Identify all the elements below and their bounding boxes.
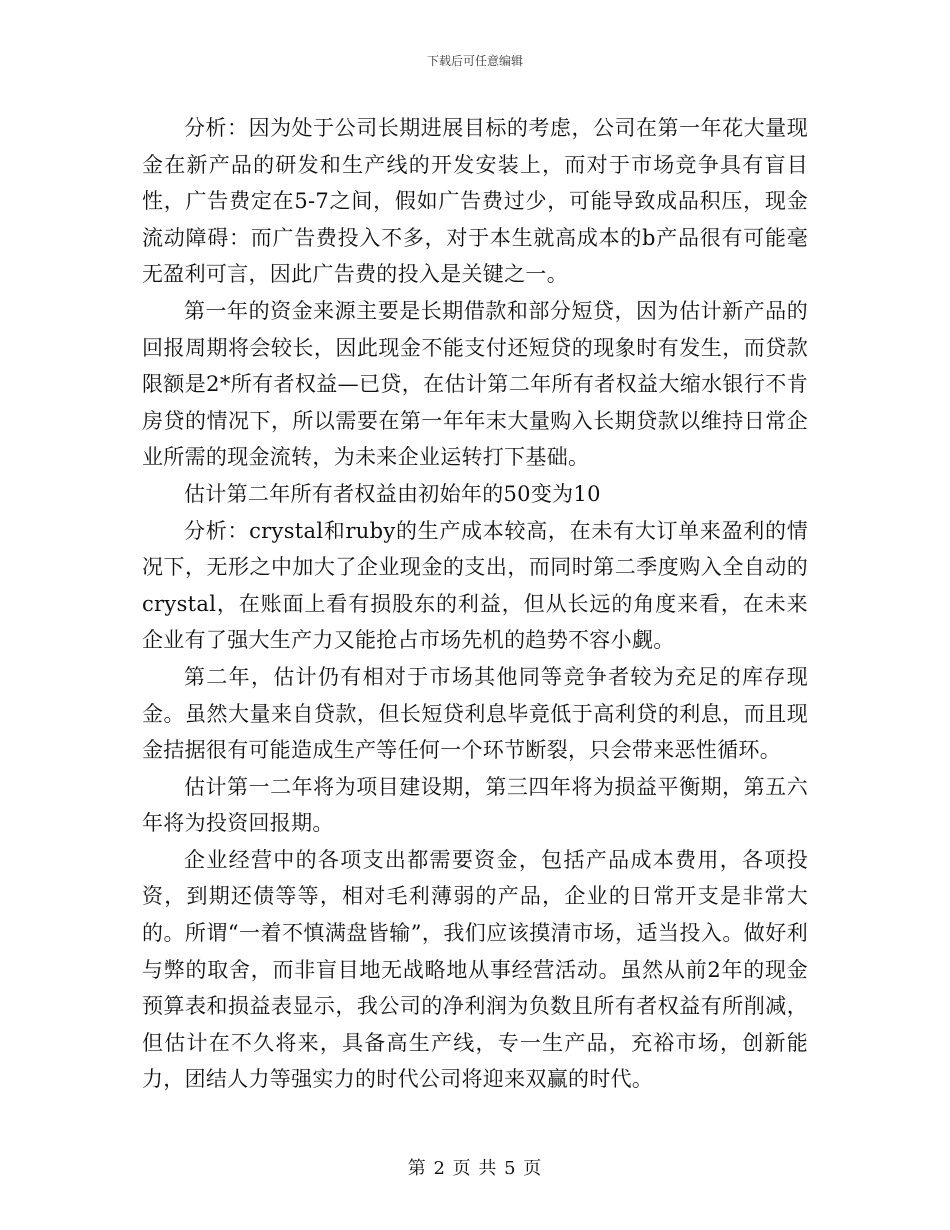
paragraph-5: 第二年，估计仍有相对于市场其他同等竞争者较为充足的库存现金。虽然大量来自贷款，但长短贷利息毕竟低于高利贷的利息，而且现金拮据很有可能造成生产等任何一个环节断裂，只会带来恶性循环。 bbox=[142, 664, 808, 763]
page-footer: 第 2 页 共 5 页 bbox=[407, 1158, 543, 1179]
paragraph-3: 估计第二年所有者权益由初始年的50变为10 bbox=[184, 481, 601, 506]
paragraph-4: 分析：crystal和ruby的生产成本较高，在未有大订单来盈利的情况下，无形之中加大了企业现金的支出，而同时第二季度购入全自动的crystal，在账面上看有损股东的利益，但从长远的角度来看，在未来企业有了强大生产力又能抢占市场先机的趋势不容小觑。 bbox=[142, 518, 808, 653]
document-body bbox=[142, 110, 808, 1098]
paragraph-1: 分析：因为处于公司长期进展目标的考虑，公司在第一年花大量现金在新产品的研发和生产线的开发安装上，而对于市场竞争具有盲目性，广告费定在5-7之间，假如广告费过少，可能导致成品积压，现金流动障碍：而广告费投入不多，对于本生就高成本的b产品很有可能毫无盈利可言，因此广告费的投入是关键之一。 bbox=[142, 116, 808, 287]
paragraph-2: 第一年的资金来源主要是长期借款和部分短贷，因为估计新产品的回报周期将会较长，因此现金不能支付还短贷的现象时有发生，而贷款限额是2*所有者权益—已贷，在估计第二年所有者权益大缩水银行不肯房贷的情况下，所以需要在第一年年末大量购入长期贷款以维持日常企业所需的现金流转，为未来企业运转打下基础。 bbox=[142, 298, 808, 470]
paragraph-6: 估计第一二年将为项目建设期，第三四年将为损益平衡期，第五六年将为投资回报期。 bbox=[142, 774, 808, 836]
paragraph-7: 企业经营中的各项支出都需要资金，包括产品成本费用，各项投资，到期还债等等，相对毛利薄弱的产品，企业的日常开支是非常大的。所谓“一着不慎满盘皆输”，我们应该摸清市场，适当投入。做好利与弊的取舍，而非盲目地无战略地从事经营活动。虽然从前2年的现金预算表和损益表显示，我公司的净利润为负数且所有者权益有所削减，但估计在不久将来，具备高生产线，专一生产品，充裕市场，创新能力，团结人力等强实力的时代公司将迎来双赢的时代。 bbox=[142, 847, 808, 1092]
page-header: 下载后可任意编辑 bbox=[426, 54, 523, 68]
